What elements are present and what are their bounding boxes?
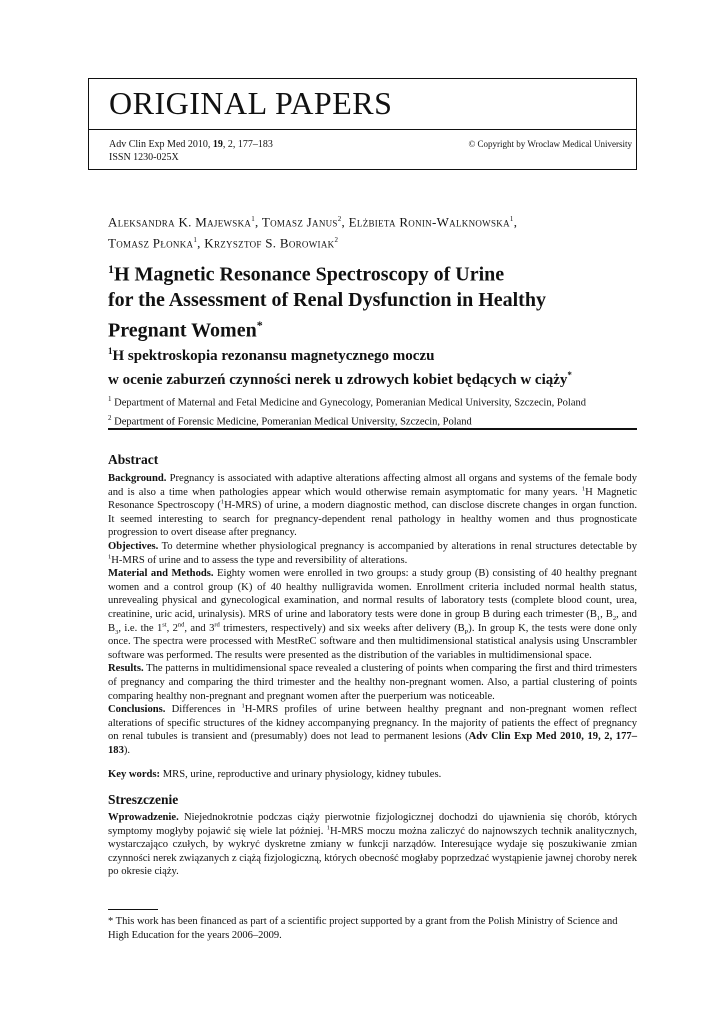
section-title: ORIGINAL PAPERS xyxy=(109,85,393,121)
streszczenie-body: Wprowadzenie. Niejednokrotnie podczas ciąży pierwotnie fizjologicznej dochodzi do ujawnienia się chorób, których symptomy mogłyby pojawić się wiele lat później. $^1$H-MRS moczu można zaliczyć do najnowszych technik analitycznych, wystarczająco czułych, by wykryć dyskretne zmiany w funkcji narządów. Interesujące wydaje się poszukiwanie zmian czynności nerek związanych z ciążą fizjologiczną, których obecność mogłaby poprzedzać wystąpienie jawnej choroby nerek po okresie ciąży. xyxy=(108,812,637,878)
abstract-objectives: Objectives. To determine whether physiological pregnancy is accompanied by alterations in renal structures detectable by $^1$H-MRS of urine and to assess the type and reversibility of alterations. xyxy=(108,540,637,566)
footnote: * This work has been financed as part of a scientific project supported by a grant from the Polish Ministry of Science and High Education for the years 2006–2009. xyxy=(108,916,618,941)
keywords: Key words: MRS, urine, reproductive and urinary physiology, kidney tubules. xyxy=(108,769,442,780)
citation: Adv Clin Exp Med 2010, 19, 2, 177–183 xyxy=(109,139,273,150)
author: Tomasz Płonka xyxy=(108,235,194,251)
paper-subtitle: $^1$H spektroskopia rezonansu magnetycznego moczu w ocenie zaburzeń czynności nerek u zdrowych kobiet będących w ciąży* xyxy=(108,346,572,388)
journal-meta xyxy=(88,130,637,170)
abstract-conclusions: Conclusions. Differences in $^1$H-MRS profiles of urine between healthy pregnant and non-pregnant women reflect alterations of specific structures of the kidney accompanying pregnancy. In the majority of patients the effect of pregnancy on renal tubules is transient and (presumably) does not lead to permanent lesions (Adv Clin Exp Med 2010, 19, 2, 177–183). xyxy=(108,702,637,756)
footnote-rule xyxy=(108,909,158,910)
streszczenie-heading: Streszczenie xyxy=(108,792,179,807)
abstract-methods: Material and Methods. Eighty women were enrolled in two groups: a study group (B) consisting of 40 healthy pregnant women and a control group (K) of 40 healthy nulligravida women. Enrollment criteria included normal health status, unrevealing physical and gynecological examination, and normal results of laboratory tests (complete blood count, urea, creatinine, uric acid, urinalysis). MRS of urine and laboratory tests were done in group B during each trimester ($B_1$, $B_2$, and $B_3$, i.e. the 1st, 2nd, and 3rd trimesters, respectively) and six weeks after delivery $(B_P)$. In group K, the tests were done only once. The spectra were processed with MestReC software and then multidimensional statistical analysis using Unscrambler software was performed. The results were presented as the distribution of the variables in multidimensional space. xyxy=(108,568,637,661)
author: Tomasz Janus xyxy=(261,214,338,230)
affiliation: $^1$ Department of Maternal and Fetal Medicine and Gynecology, Pomeranian Medical University, Szczecin, Poland xyxy=(108,395,586,409)
abstract-heading: Abstract xyxy=(108,452,159,467)
divider xyxy=(108,428,637,430)
abstract-body xyxy=(108,472,637,757)
copyright: © Copyright by Wroclaw Medical University xyxy=(468,139,632,149)
author: Elżbieta Ronin-Walknowska xyxy=(348,214,510,230)
affiliation: $^2$ Department of Forensic Medicine, Pomeranian Medical University, Szczecin, Poland xyxy=(108,413,472,427)
paper-title: $^1$H Magnetic Resonance Spectroscopy of Urine for the Assessment of Renal Dysfunction in Healthy Pregnant Women* xyxy=(108,262,546,342)
abstract-background: Background. Pregnancy is associated with adaptive alterations affecting almost all organs and systems of the female body and is also a time when pathologies appear which would otherwise remain asymptomatic for many years. $^1$H Magnetic Resonance Spectroscopy ($^1$H-MRS) of urine, a modern diagnostic method, can disclose discrete changes in organ function. It seemed interesting to search for pregnancy-dependent renal pathology in healthy women and thus prognosticate progression to overt disease after pregnancy. xyxy=(108,473,638,539)
issn: ISSN 1230-025X xyxy=(109,152,179,163)
author: Aleksandra K. Majewska xyxy=(108,214,252,230)
section-banner xyxy=(88,78,637,130)
affiliations xyxy=(108,392,638,429)
abstract-results: Results. The patterns in multidimensional space revealed a clustering of points when comparing the first and third trimesters of pregnancy and comparing the third trimester and the healthy non-pregnant women. Also, a partial clustering of points comparing healthy non-pregnant and pregnant women after the puerperium was noticeable. xyxy=(108,663,637,702)
author: Krzysztof S. Borowiak xyxy=(204,235,335,251)
author-list: Aleksandra K. Majewska$^1$, Tomasz Janus$^2$, Elżbieta Ronin-Walknowska$^1$, Tomasz Płonka$^1$, Krzysztof S. Borowiak$^2$ xyxy=(108,214,518,251)
